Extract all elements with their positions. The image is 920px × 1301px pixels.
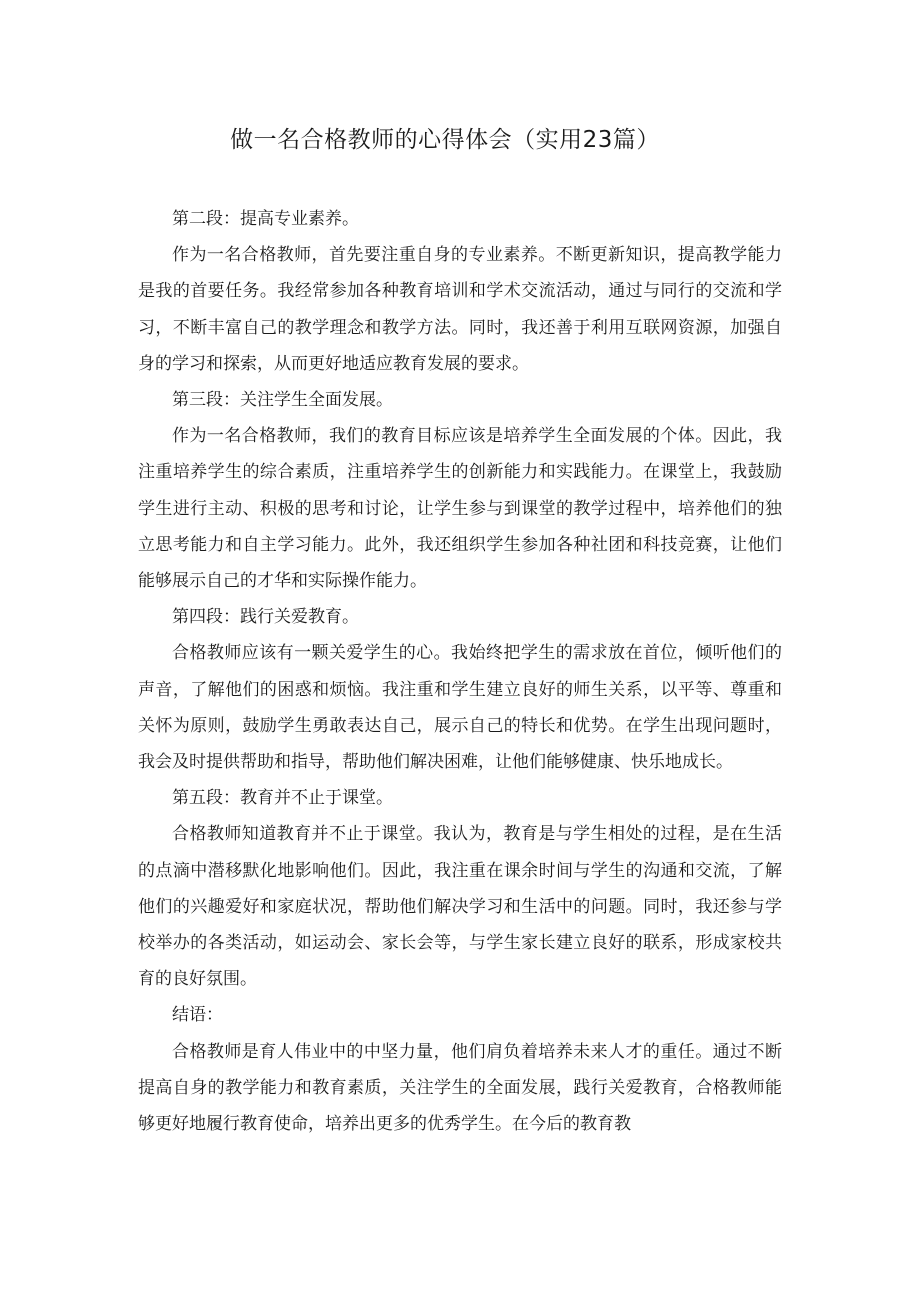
body-paragraph: 作为一名合格教师，我们的教育目标应该是培养学生全面发展的个体。因此，我注重培养学生的综合素质，注重培养学生的创新能力和实践能力。在课堂上，我鼓励学生进行主动、积极的思考和讨论，让学生参与到课堂的教学过程中，培养他们的独立思考能力和自主学习能力。此外，我还组织学生参加各种社团和科技竞赛，让他们能够展示自己的才华和实际操作能力。 <box>138 426 782 592</box>
section-heading-3: 第三段：关注学生全面发展。 <box>172 390 393 411</box>
section-heading-5: 第五段：教育并不止于课堂。 <box>172 788 393 809</box>
body-paragraph: 合格教师是育人伟业中的中坚力量，他们肩负着培养未来人才的重任。通过不断提高自身的教学能力和教育素质，关注学生的全面发展，践行关爱教育，合格教师能够更好地履行教育使命，培养出更多的优秀学生。在今后的教育教 <box>138 1041 782 1135</box>
body-paragraph: 合格教师应该有一颗关爱学生的心。我始终把学生的需求放在首位，倾听他们的声音，了解他们的困惑和烦恼。我注重和学生建立良好的师生关系，以平等、尊重和关怀为原则，鼓励学生勇敢表达自己，展示自己的特长和优势。在学生出现问题时，我会及时提供帮助和指导，帮助他们解决困难，让他们能够健康、快乐地成长。 <box>138 643 782 773</box>
body-paragraph: 作为一名合格教师，首先要注重自身的专业素养。不断更新知识，提高教学能力是我的首要任务。我经常参加各种教育培训和学术交流活动，通过与同行的交流和学习，不断丰富自己的教学理念和教学方法。同时，我还善于利用互联网资源，加强自身的学习和探索，从而更好地适应教育发展的要求。 <box>138 245 782 374</box>
body-paragraph: 合格教师知道教育并不止于课堂。我认为，教育是与学生相处的过程，是在生活的点滴中潜移默化地影响他们。因此，我注重在课余时间与学生的沟通和交流，了解他们的兴趣爱好和家庭状况，帮助他们解决学习和生活中的问题。同时，我还参与学校举办的各类活动，如运动会、家长会等，与学生家长建立良好的联系，形成家校共育的良好氛围。 <box>138 824 782 990</box>
document-body <box>138 201 782 1142</box>
section-heading-4: 第四段：践行关爱教育。 <box>172 607 359 628</box>
document-title: 做一名合格教师的心得体会（实用23篇） <box>230 127 660 153</box>
section-heading-2: 第二段：提高专业素养。 <box>172 209 359 229</box>
conclusion-heading: 结语： <box>172 1005 223 1026</box>
